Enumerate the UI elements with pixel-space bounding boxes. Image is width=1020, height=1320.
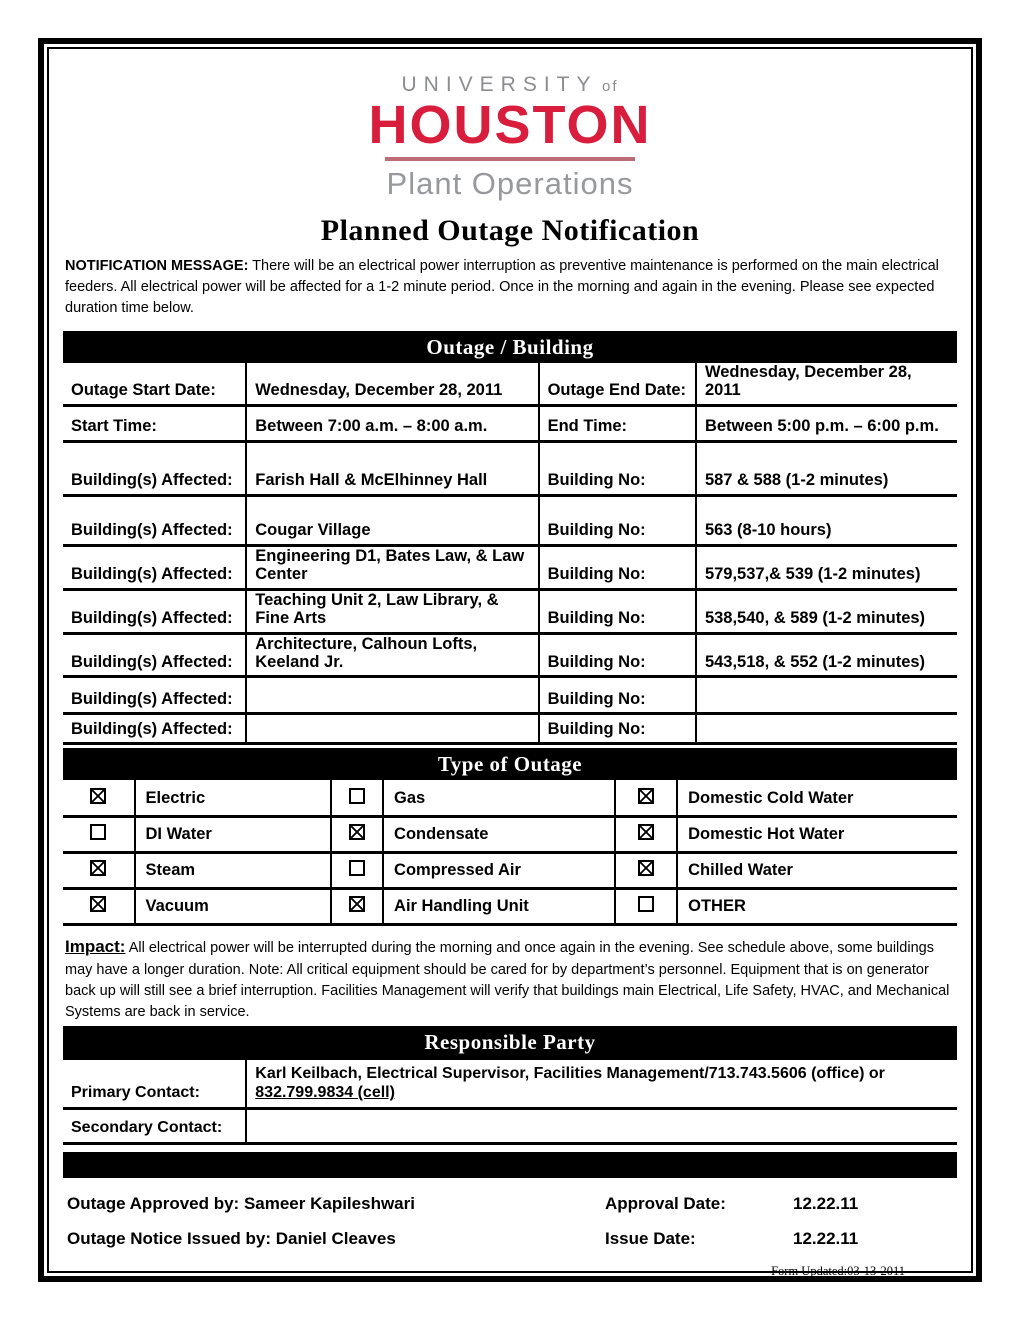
- form-updated-note: Form Updated:03-13-2011: [771, 1264, 905, 1279]
- field-label: Building No:: [539, 589, 696, 633]
- field-label: Building No:: [539, 441, 696, 495]
- checkbox-di-water[interactable]: [90, 824, 106, 840]
- start-time-field[interactable]: Between 7:00 a.m. – 8:00 a.m.: [246, 405, 538, 441]
- checkbox-label: Domestic Cold Water: [677, 780, 957, 816]
- field-label: Building(s) Affected:: [63, 714, 246, 744]
- logo-university-line: [63, 73, 957, 97]
- checkbox-label: Condensate: [383, 816, 615, 852]
- field-label: Building(s) Affected:: [63, 441, 246, 495]
- notification-message: [63, 256, 957, 319]
- checkbox-label: Vacuum: [135, 888, 332, 924]
- checkbox-vacuum[interactable]: [90, 896, 106, 912]
- approval-section: [63, 1194, 957, 1249]
- logo-university-text: UNIVERSITY: [401, 73, 598, 96]
- field-label: Building(s) Affected:: [63, 495, 246, 545]
- secondary-contact-field[interactable]: [246, 1109, 957, 1144]
- buildings-affected-field[interactable]: Farish Hall & McElhinney Hall: [246, 441, 538, 495]
- checkbox-label: Compressed Air: [383, 852, 615, 888]
- checkbox-label: Air Handling Unit: [383, 888, 615, 924]
- building-no-field-empty[interactable]: [696, 714, 957, 744]
- checkbox-compressed-air[interactable]: [349, 860, 365, 876]
- uh-logo: [63, 73, 957, 202]
- checkbox-label: Electric: [135, 780, 332, 816]
- checkbox-domestic-cold-water[interactable]: [638, 788, 654, 804]
- field-label: Outage End Date:: [539, 363, 696, 405]
- field-label: End Time:: [539, 405, 696, 441]
- responsible-party-table: [63, 1058, 957, 1146]
- building-no-field-empty[interactable]: [696, 677, 957, 714]
- table-row: [63, 888, 957, 924]
- field-label: Building(s) Affected:: [63, 633, 246, 677]
- building-no-field[interactable]: 543,518, & 552 (1-2 minutes): [696, 633, 957, 677]
- table-row: [63, 1109, 957, 1144]
- logo-houston-wordmark: HOUSTON: [368, 95, 652, 155]
- table-row: [63, 714, 957, 744]
- field-label: Building No:: [539, 633, 696, 677]
- buildings-affected-field[interactable]: Teaching Unit 2, Law Library, & Fine Arts: [246, 589, 538, 633]
- type-of-outage-table: [63, 780, 957, 926]
- approval-row: [63, 1194, 957, 1214]
- issue-date-value: 12.22.11: [793, 1229, 859, 1249]
- field-label: Secondary Contact:: [63, 1109, 246, 1144]
- outage-end-date-field[interactable]: Wednesday, December 28, 2011: [696, 363, 957, 405]
- logo-rule: [385, 157, 635, 161]
- field-label: Building(s) Affected:: [63, 589, 246, 633]
- notification-message-text: There will be an electrical power interruption as preventive maintenance is performed on the main electrical feeders. All electrical power will be affected for a 1-2 minute period. Once in the morning and again in the evening. Please see expected duration time below.: [65, 257, 939, 316]
- approval-date-label: Approval Date:: [605, 1194, 726, 1214]
- page-border: [38, 38, 982, 1282]
- field-label: Building No:: [539, 545, 696, 589]
- primary-contact-field[interactable]: [246, 1059, 957, 1109]
- page-border-inner: [47, 47, 973, 1279]
- section-banner-responsible-party: Responsible Party: [63, 1026, 957, 1058]
- approval-row: [63, 1229, 957, 1249]
- table-row: [63, 677, 957, 714]
- section-banner-type-of-outage: Type of Outage: [63, 748, 957, 780]
- table-row: [63, 633, 957, 677]
- table-row: [63, 495, 957, 545]
- section-banner-outage-building: Outage / Building: [63, 331, 957, 363]
- buildings-affected-field-empty[interactable]: [246, 677, 538, 714]
- table-row: [63, 852, 957, 888]
- primary-contact-line1: Karl Keilbach, Electrical Supervisor, Facilities Management/713.743.5606 (office) or: [255, 1065, 885, 1083]
- table-row: [63, 441, 957, 495]
- checkbox-electric[interactable]: [90, 788, 106, 804]
- checkbox-label: OTHER: [677, 888, 957, 924]
- table-row: [63, 816, 957, 852]
- building-no-field[interactable]: 587 & 588 (1-2 minutes): [696, 441, 957, 495]
- outage-building-table: [63, 363, 957, 746]
- approval-date-value: 12.22.11: [793, 1194, 859, 1214]
- logo-of-text: of: [601, 78, 619, 95]
- table-row: [63, 780, 957, 816]
- table-row: [63, 363, 957, 405]
- field-label: Building No:: [539, 714, 696, 744]
- outage-approved-by: Outage Approved by: Sameer Kapileshwari: [67, 1194, 415, 1214]
- field-label: Building(s) Affected:: [63, 677, 246, 714]
- checkbox-other[interactable]: [638, 896, 654, 912]
- impact-label: Impact:: [65, 936, 126, 956]
- checkbox-label: Steam: [135, 852, 332, 888]
- impact-text: All electrical power will be interrupted during the morning and once again in the evening. See schedule above, some buildings may have a longer duration. Note: All critical equipment should be cared for by department’s personnel. Equipment that is on generator back up will still see a brief interruption. Facilities Management will verify that buildings main Electrical, Life Safety, HVAC, and Mechanical Systems are back in service.: [65, 939, 950, 1020]
- notification-message-label: NOTIFICATION MESSAGE:: [65, 257, 249, 274]
- checkbox-chilled-water[interactable]: [638, 860, 654, 876]
- buildings-affected-field[interactable]: Architecture, Calhoun Lofts, Keeland Jr.: [246, 633, 538, 677]
- logo-division-name: Plant Operations: [386, 165, 634, 201]
- outage-start-date-field[interactable]: Wednesday, December 28, 2011: [246, 363, 538, 405]
- table-row: [63, 1059, 957, 1109]
- field-label: Building No:: [539, 495, 696, 545]
- issue-date-label: Issue Date:: [605, 1229, 696, 1249]
- field-label: Building No:: [539, 677, 696, 714]
- end-time-field[interactable]: Between 5:00 p.m. – 6:00 p.m.: [696, 405, 957, 441]
- checkbox-air-handling-unit[interactable]: [349, 896, 365, 912]
- table-row: [63, 545, 957, 589]
- buildings-affected-field-empty[interactable]: [246, 714, 538, 744]
- checkbox-domestic-hot-water[interactable]: [638, 824, 654, 840]
- buildings-affected-field[interactable]: Cougar Village: [246, 495, 538, 545]
- building-no-field[interactable]: 563 (8-10 hours): [696, 495, 957, 545]
- buildings-affected-field[interactable]: Engineering D1, Bates Law, & Law Center: [246, 545, 538, 589]
- building-no-field[interactable]: 538,540, & 589 (1-2 minutes): [696, 589, 957, 633]
- checkbox-label: Chilled Water: [677, 852, 957, 888]
- checkbox-gas[interactable]: [349, 788, 365, 804]
- checkbox-label: Domestic Hot Water: [677, 816, 957, 852]
- document-title: Planned Outage Notification: [320, 213, 700, 247]
- field-label: Primary Contact:: [63, 1059, 246, 1109]
- checkbox-steam[interactable]: [90, 860, 106, 876]
- table-row: [63, 405, 957, 441]
- field-label: Outage Start Date:: [63, 363, 246, 405]
- building-no-field[interactable]: 579,537,& 539 (1-2 minutes): [696, 545, 957, 589]
- checkbox-label: DI Water: [135, 816, 332, 852]
- field-label: Building(s) Affected:: [63, 545, 246, 589]
- table-row: [63, 589, 957, 633]
- field-label: Start Time:: [63, 405, 246, 441]
- checkbox-label: Gas: [383, 780, 615, 816]
- primary-contact-line2: 832.799.9834 (cell): [255, 1084, 395, 1102]
- checkbox-condensate[interactable]: [349, 824, 365, 840]
- impact-paragraph: [63, 935, 957, 1023]
- outage-notice-issued-by: Outage Notice Issued by: Daniel Cleaves: [67, 1229, 396, 1249]
- divider-black-bar: [63, 1152, 957, 1178]
